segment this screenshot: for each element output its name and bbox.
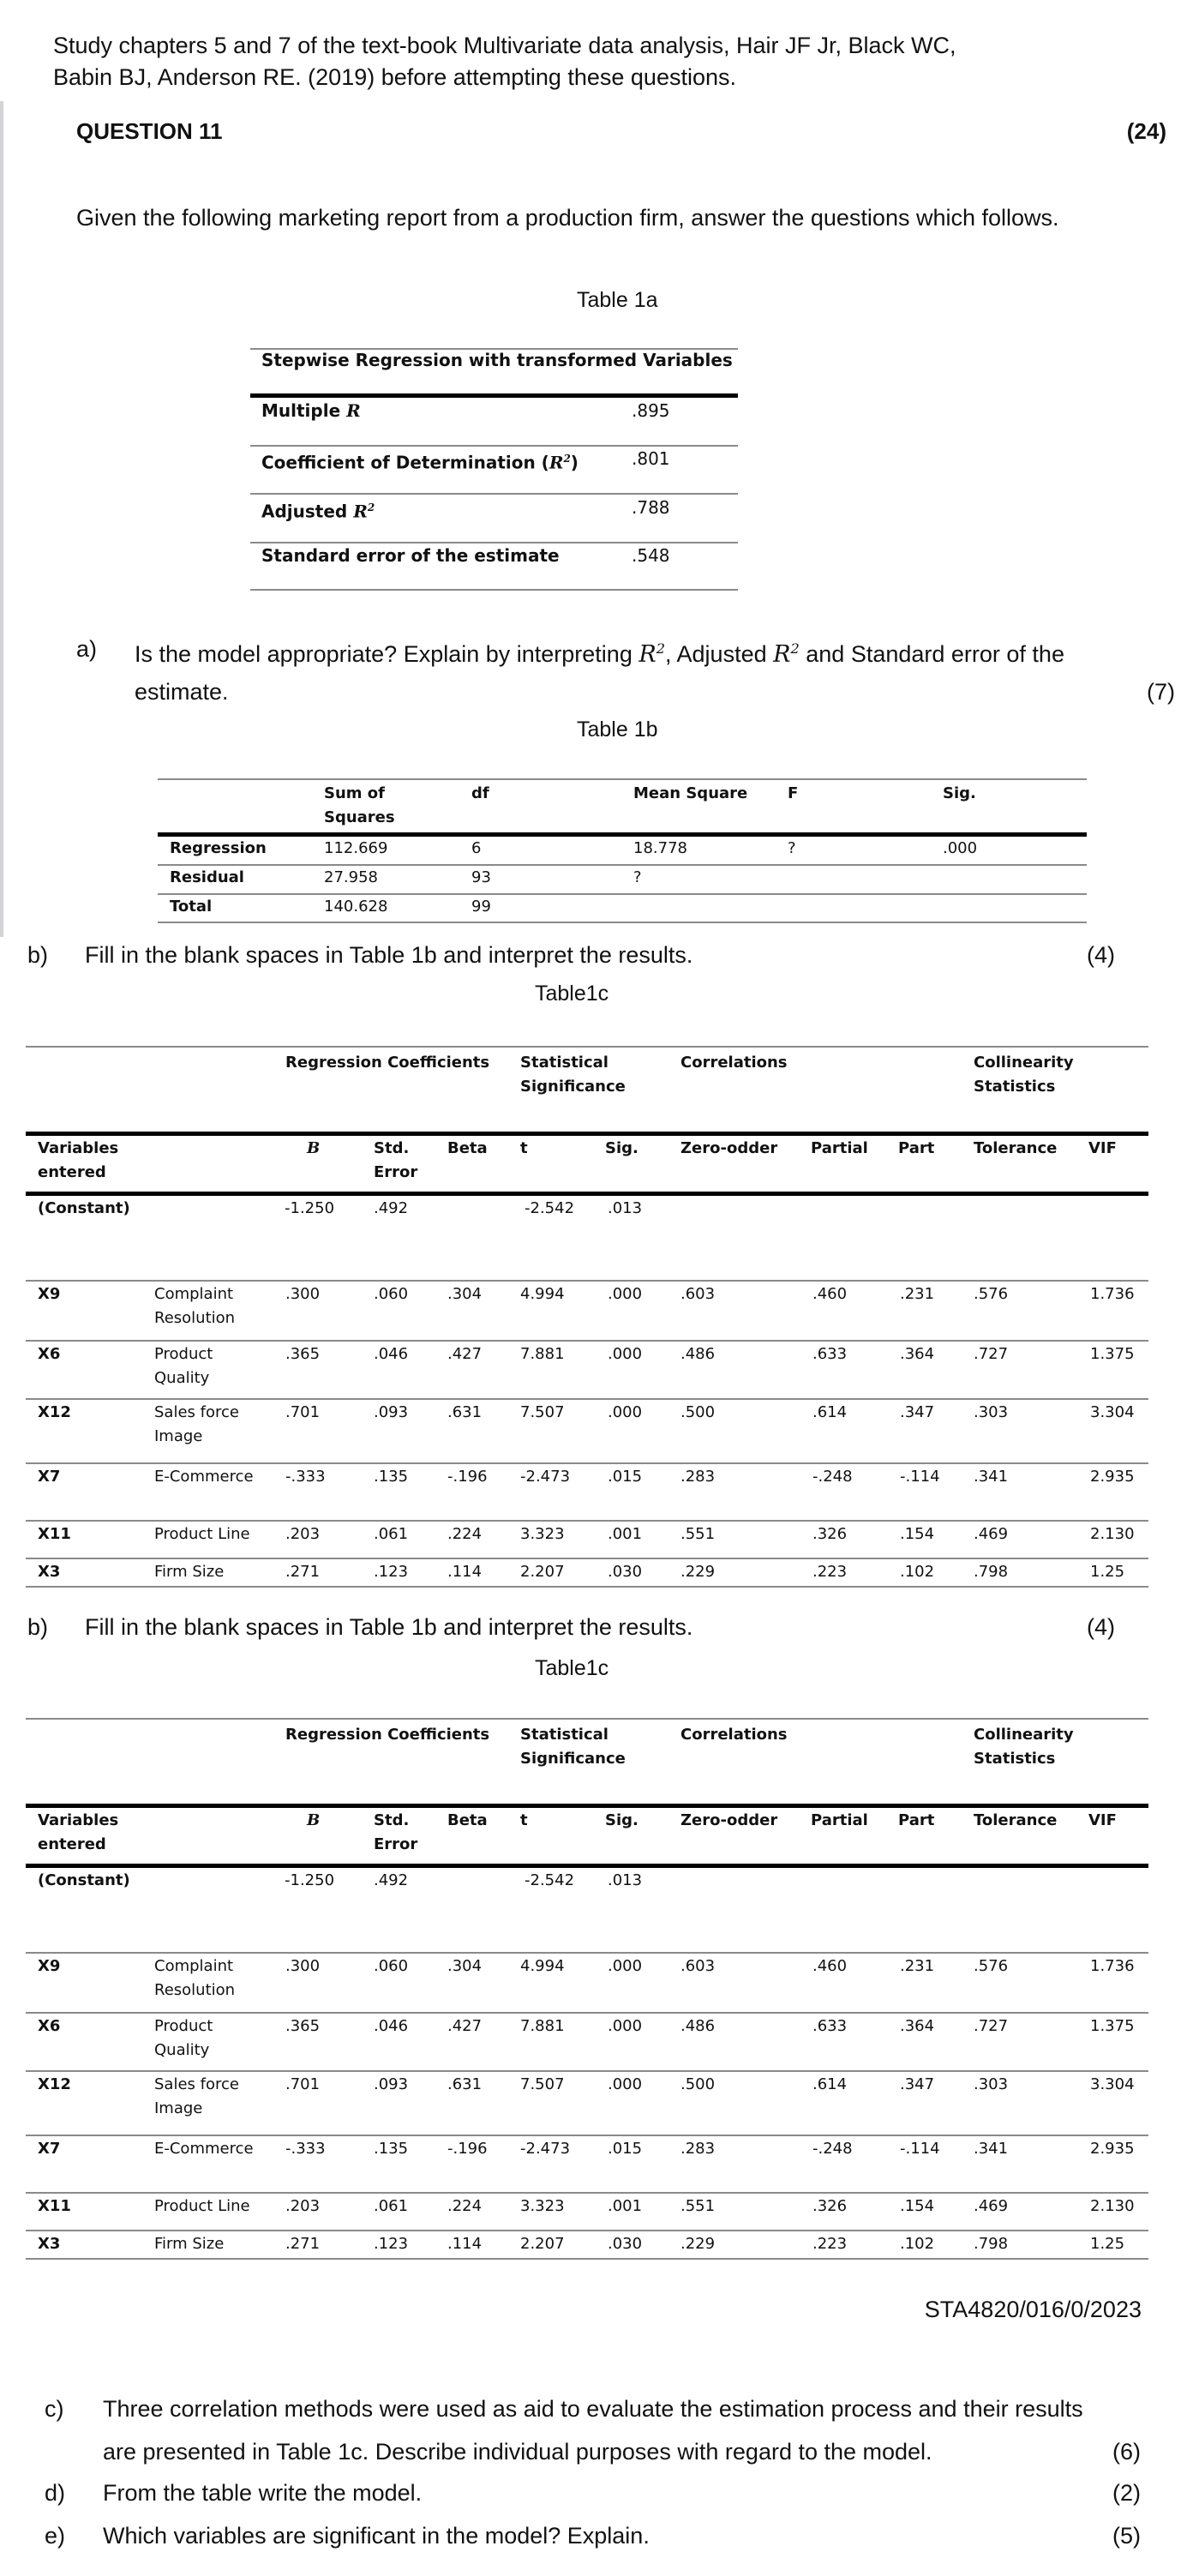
cell: .061 <box>374 1525 409 1543</box>
table1a-row-label: Standard error of the estimate <box>261 545 560 566</box>
table1b-col-sum: Sum of Squares <box>324 784 395 826</box>
table1b-cell: 99 <box>471 898 491 916</box>
cell: .229 <box>680 1563 716 1581</box>
cell: .015 <box>608 2140 643 2158</box>
table1b-caption: Table 1b <box>577 718 658 742</box>
cell: 7.881 <box>520 2017 565 2035</box>
cell: 1.25 <box>1090 2235 1125 2253</box>
cell: .060 <box>374 1285 409 1303</box>
cell: .633 <box>812 2017 848 2035</box>
cell: -1.250 <box>285 1199 335 1217</box>
part-b-marks-dup: (4) <box>1087 1614 1115 1640</box>
cell: .135 <box>374 1468 409 1486</box>
cell: .102 <box>900 1563 935 1581</box>
cell: .093 <box>374 2075 409 2093</box>
cell: .364 <box>900 1345 935 1363</box>
table1c <box>0 1046 1199 1594</box>
cell: -2.473 <box>520 1468 571 1486</box>
cell: .576 <box>974 1957 1009 1975</box>
table1b-row-source: Total <box>170 898 213 916</box>
part-a-marks: (7) <box>1147 679 1175 705</box>
cell: -.114 <box>900 2140 940 2158</box>
intro-line-1: Study chapters 5 and 7 of the text-book Multivariate data analysis, Hair JF Jr, Black WC, <box>53 33 956 58</box>
cell-desc: Sales force Image <box>154 2075 239 2117</box>
col-zero-order: Zero-odder <box>680 1139 778 1157</box>
cell: -.114 <box>900 1468 940 1486</box>
col-t: t <box>520 1139 528 1157</box>
cell: 1.375 <box>1090 2017 1135 2035</box>
cell: .492 <box>374 1871 409 1889</box>
part-a-text: Is the model appropriate? Explain by interpreting $R^2$, Adjusted $R^2$ and Standard error of the <box>135 640 1064 668</box>
cell-desc: Product Line <box>154 2197 250 2215</box>
cell-desc: Product Quality <box>154 2017 213 2059</box>
col-b: B <box>307 1811 321 1829</box>
question-marks: (24) <box>1126 118 1166 144</box>
group-collinearity: Collinearity Statistics <box>974 1054 1074 1096</box>
cell: .341 <box>974 2140 1009 2158</box>
col-partial: Partial <box>811 1811 868 1829</box>
cell: .000 <box>608 1285 643 1303</box>
part-e-text: Which variables are significant in the model? Explain. <box>103 2523 650 2549</box>
cell: .203 <box>285 1525 321 1543</box>
part-b-marks: (4) <box>1087 942 1115 968</box>
part-d-text: From the table write the model. <box>103 2480 423 2506</box>
cell: 2.130 <box>1090 2197 1135 2215</box>
cell: .046 <box>374 1345 409 1363</box>
cell: .223 <box>812 2235 848 2253</box>
cell: .000 <box>608 1403 643 1421</box>
document-code: STA4820/016/0/2023 <box>924 2297 1142 2322</box>
table1b-cell: 18.778 <box>633 839 687 857</box>
cell: .135 <box>374 2140 409 2158</box>
cell: 1.736 <box>1090 1285 1135 1303</box>
cell: -2.473 <box>520 2140 571 2158</box>
cell: 2.935 <box>1090 1468 1135 1486</box>
cell: 3.304 <box>1090 2075 1135 2093</box>
table1c-duplicate <box>0 1718 1199 2267</box>
part-a-text-line2: estimate. <box>135 679 229 705</box>
cell: -.196 <box>447 2140 488 2158</box>
table1a-caption: Table 1a <box>577 288 658 312</box>
cell: .492 <box>374 1199 409 1217</box>
cell: .000 <box>608 2075 643 2093</box>
row-constant: (Constant) <box>38 1871 130 1889</box>
cell: 1.736 <box>1090 1957 1135 1975</box>
cell: 3.323 <box>520 2197 565 2215</box>
cell-desc: Product Quality <box>154 1345 213 1387</box>
cell-desc: Sales force Image <box>154 1403 239 1445</box>
cell: 2.207 <box>520 1563 565 1581</box>
group-regression-coefficients: Regression Coefficients <box>285 1054 490 1072</box>
cell: 7.507 <box>520 1403 565 1421</box>
part-b-label-dup: b) <box>27 1614 49 1640</box>
table1a-row-value: .895 <box>632 400 670 421</box>
table1b-cell: 112.669 <box>324 839 388 857</box>
col-tolerance: Tolerance <box>974 1139 1058 1157</box>
cell: .102 <box>900 2235 935 2253</box>
cell: .614 <box>812 2075 848 2093</box>
cell: 1.25 <box>1090 1563 1125 1581</box>
cell: .326 <box>812 2197 848 2215</box>
cell-desc: Complaint Resolution <box>154 1285 236 1327</box>
cell-desc: Firm Size <box>154 2235 225 2253</box>
cell: .576 <box>974 1285 1009 1303</box>
col-vif: VIF <box>1088 1139 1117 1157</box>
col-variables: Variables entered <box>38 1139 119 1181</box>
cell: .123 <box>374 1563 409 1581</box>
cell: .347 <box>900 1403 935 1421</box>
table1a-row-label: Coefficient of Determination $(R^2)$ <box>261 452 579 473</box>
cell: 3.323 <box>520 1525 565 1543</box>
cell: .469 <box>974 1525 1009 1543</box>
cell: .633 <box>812 1345 848 1363</box>
cell: .271 <box>285 2235 321 2253</box>
cell: -.333 <box>285 2140 326 2158</box>
cell: .030 <box>608 1563 643 1581</box>
table1a-row-value: .788 <box>632 497 670 518</box>
cell: .123 <box>374 2235 409 2253</box>
cell: .114 <box>447 2235 483 2253</box>
table1b-cell: 140.628 <box>324 898 388 916</box>
cell: .631 <box>447 1403 483 1421</box>
part-b-label: b) <box>27 942 49 968</box>
table1a-row-label: Adjusted $R^2$ <box>261 501 375 522</box>
group-regression-coefficients: Regression Coefficients <box>285 1726 490 1744</box>
part-c-label: c) <box>45 2396 64 2422</box>
table1b-cell: ? <box>788 839 796 857</box>
part-b-text-dup: Fill in the blank spaces in Table 1b and interpret the results. <box>85 1614 693 1640</box>
cell-desc: E-Commerce <box>154 2140 254 2158</box>
cell: -.333 <box>285 1468 326 1486</box>
cell-var: X12 <box>38 1403 71 1421</box>
col-zero-order: Zero-odder <box>680 1811 778 1829</box>
cell: -.248 <box>812 1468 853 1486</box>
cell: .347 <box>900 2075 935 2093</box>
question-title: QUESTION 11 <box>76 118 223 144</box>
part-e-label: e) <box>45 2523 66 2549</box>
cell: .030 <box>608 2235 643 2253</box>
cell: .283 <box>680 2140 716 2158</box>
table1b-row-source: Regression <box>170 839 267 857</box>
cell: .460 <box>812 1285 848 1303</box>
table1b-row-source: Residual <box>170 868 244 886</box>
cell-desc: Firm Size <box>154 1563 225 1581</box>
cell: .551 <box>680 2197 716 2215</box>
intro-line-2: Babin BJ, Anderson RE. (2019) before attempting these questions. <box>53 64 736 90</box>
cell-var: X11 <box>38 2197 71 2215</box>
cell: .551 <box>680 1525 716 1543</box>
cell: -2.542 <box>525 1871 575 1889</box>
col-beta: Beta <box>447 1139 488 1157</box>
cell: .000 <box>608 2017 643 2035</box>
cell: .300 <box>285 1957 321 1975</box>
cell: .015 <box>608 1468 643 1486</box>
cell: .224 <box>447 1525 483 1543</box>
table1b-col-f: F <box>788 784 799 802</box>
cell: .469 <box>974 2197 1009 2215</box>
part-c-line1: Three correlation methods were used as aid to evaluate the estimation process and their results <box>103 2396 1083 2422</box>
col-part: Part <box>898 1811 935 1829</box>
cell-var: X3 <box>38 1563 61 1581</box>
table1b-cell: 27.958 <box>324 868 378 886</box>
cell: 4.994 <box>520 1285 565 1303</box>
cell-var: X7 <box>38 2140 61 2158</box>
cell: .231 <box>900 1957 935 1975</box>
cell: .000 <box>608 1957 643 1975</box>
col-b: B <box>307 1139 321 1157</box>
cell-var: X3 <box>38 2235 61 2253</box>
col-variables: Variables entered <box>38 1811 119 1853</box>
cell: .303 <box>974 2075 1009 2093</box>
table1b-col-sig: Sig. <box>943 784 976 802</box>
cell: .798 <box>974 2235 1009 2253</box>
col-beta: Beta <box>447 1811 488 1829</box>
table1b-cell: 93 <box>471 868 491 886</box>
part-b-text: Fill in the blank spaces in Table 1b and interpret the results. <box>85 942 693 968</box>
table1c-caption: Table1c <box>535 982 609 1006</box>
table1a-row-value: .801 <box>632 448 670 469</box>
cell: .486 <box>680 1345 716 1363</box>
cell: .727 <box>974 1345 1009 1363</box>
cell: .701 <box>285 2075 321 2093</box>
cell: -2.542 <box>525 1199 575 1217</box>
cell: .365 <box>285 1345 321 1363</box>
cell: -1.250 <box>285 1871 335 1889</box>
col-sig: Sig. <box>605 1811 638 1829</box>
left-margin-bar <box>0 101 3 937</box>
cell: 2.935 <box>1090 2140 1135 2158</box>
cell-var: X9 <box>38 1285 61 1303</box>
table1b-cell: 6 <box>471 839 482 857</box>
part-a-label: a) <box>76 636 98 662</box>
part-c-marks: (6) <box>1112 2439 1141 2465</box>
cell-var: X12 <box>38 2075 71 2093</box>
cell: .303 <box>974 1403 1009 1421</box>
cell-var: X9 <box>38 1957 61 1975</box>
cell: .798 <box>974 1563 1009 1581</box>
cell: .224 <box>447 2197 483 2215</box>
cell-var: X6 <box>38 1345 61 1363</box>
cell: .500 <box>680 1403 716 1421</box>
cell: 7.881 <box>520 1345 565 1363</box>
table1b-col-df: df <box>471 784 489 802</box>
question-prompt: Given the following marketing report from a production firm, answer the questions which follows. <box>76 205 1059 231</box>
cell: .229 <box>680 2235 716 2253</box>
cell: .203 <box>285 2197 321 2215</box>
cell: .300 <box>285 1285 321 1303</box>
table1a-row-label: Multiple R <box>261 400 361 421</box>
cell: .460 <box>812 1957 848 1975</box>
cell: .114 <box>447 1563 483 1581</box>
col-vif: VIF <box>1088 1811 1117 1829</box>
cell: .223 <box>812 1563 848 1581</box>
table1c-caption-dup: Table1c <box>535 1656 609 1680</box>
col-tolerance: Tolerance <box>974 1811 1058 1829</box>
cell: .364 <box>900 2017 935 2035</box>
cell-var: X6 <box>38 2017 61 2035</box>
cell: .001 <box>608 1525 643 1543</box>
table1b-cell: ? <box>633 868 642 886</box>
part-c-line2: are presented in Table 1c. Describe individual purposes with regard to the model. <box>103 2439 932 2465</box>
table1b-cell: .000 <box>943 839 978 857</box>
cell: .154 <box>900 1525 935 1543</box>
cell: .727 <box>974 2017 1009 2035</box>
group-correlations: Correlations <box>680 1726 788 1744</box>
group-statistical-significance: Statistical Significance <box>520 1726 626 1768</box>
cell: .304 <box>447 1285 483 1303</box>
cell: 7.507 <box>520 2075 565 2093</box>
cell: .427 <box>447 2017 483 2035</box>
cell: .603 <box>680 1957 716 1975</box>
cell: .341 <box>974 1468 1009 1486</box>
cell: .000 <box>608 1345 643 1363</box>
cell-desc: E-Commerce <box>154 1468 254 1486</box>
cell-var: X7 <box>38 1468 61 1486</box>
cell: .013 <box>608 1871 643 1889</box>
cell: .701 <box>285 1403 321 1421</box>
cell: .271 <box>285 1563 321 1581</box>
group-correlations: Correlations <box>680 1054 788 1072</box>
cell: .061 <box>374 2197 409 2215</box>
cell-desc: Complaint Resolution <box>154 1957 236 1999</box>
cell: .093 <box>374 1403 409 1421</box>
cell: .154 <box>900 2197 935 2215</box>
col-part: Part <box>898 1139 935 1157</box>
cell: -.196 <box>447 1468 488 1486</box>
cell: 4.994 <box>520 1957 565 1975</box>
row-constant: (Constant) <box>38 1199 130 1217</box>
cell: .500 <box>680 2075 716 2093</box>
cell: .614 <box>812 1403 848 1421</box>
cell: 2.207 <box>520 2235 565 2253</box>
cell: .631 <box>447 2075 483 2093</box>
col-std-error: Std. Error <box>374 1811 418 1853</box>
col-t: t <box>520 1811 528 1829</box>
part-e-marks: (5) <box>1112 2523 1141 2549</box>
cell-var: X11 <box>38 1525 71 1543</box>
cell: .365 <box>285 2017 321 2035</box>
col-std-error: Std. Error <box>374 1139 418 1181</box>
table1a-header: Stepwise Regression with transformed Variables <box>261 350 733 370</box>
cell: .231 <box>900 1285 935 1303</box>
cell: .013 <box>608 1199 643 1217</box>
cell: .001 <box>608 2197 643 2215</box>
cell-desc: Product Line <box>154 1525 250 1543</box>
cell: 3.304 <box>1090 1403 1135 1421</box>
col-partial: Partial <box>811 1139 868 1157</box>
cell: 1.375 <box>1090 1345 1135 1363</box>
cell: .046 <box>374 2017 409 2035</box>
cell: 2.130 <box>1090 1525 1135 1543</box>
part-d-label: d) <box>45 2480 66 2506</box>
cell: .326 <box>812 1525 848 1543</box>
table1a-row-value: .548 <box>632 545 670 566</box>
col-sig: Sig. <box>605 1139 638 1157</box>
cell: .486 <box>680 2017 716 2035</box>
group-statistical-significance: Statistical Significance <box>520 1054 626 1096</box>
cell: .283 <box>680 1468 716 1486</box>
cell: .304 <box>447 1957 483 1975</box>
cell: .060 <box>374 1957 409 1975</box>
cell: -.248 <box>812 2140 853 2158</box>
cell: .603 <box>680 1285 716 1303</box>
part-d-marks: (2) <box>1112 2480 1141 2506</box>
table1b-col-ms: Mean Square <box>633 784 748 802</box>
cell: .427 <box>447 1345 483 1363</box>
group-collinearity: Collinearity Statistics <box>974 1726 1074 1768</box>
